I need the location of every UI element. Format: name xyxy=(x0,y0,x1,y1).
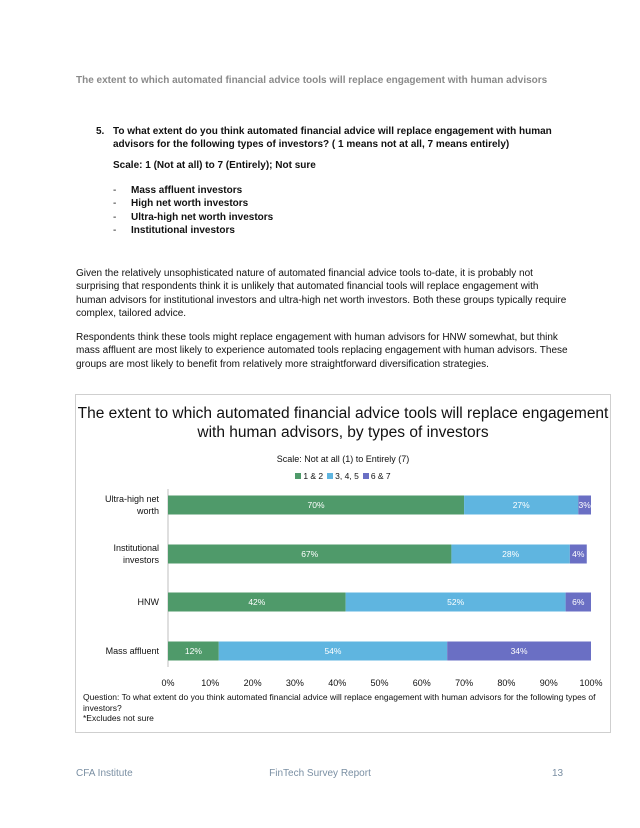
x-tick-label: 60% xyxy=(412,678,431,688)
x-tick-label: 100% xyxy=(579,678,603,688)
x-tick-label: 20% xyxy=(243,678,262,688)
question-scale: Scale: 1 (Not at all) to 7 (Entirely); Not sure xyxy=(113,160,316,171)
question-block xyxy=(96,125,576,237)
list-item-text: High net worth investors xyxy=(131,198,249,210)
question-row xyxy=(96,125,576,151)
investor-type-list xyxy=(113,184,576,237)
list-item-text: Ultra-high net worth investors xyxy=(131,211,274,223)
x-tick-label: 80% xyxy=(497,678,516,688)
footer-publisher: CFA Institute xyxy=(76,768,133,779)
x-tick-label: 90% xyxy=(539,678,558,688)
x-tick-label: 30% xyxy=(285,678,304,688)
x-tick-label: 50% xyxy=(370,678,389,688)
data-label: 6% xyxy=(572,597,585,607)
list-item-text: Mass affluent investors xyxy=(131,185,243,196)
data-label: 54% xyxy=(324,646,342,656)
chart-title: The extent to which automated financial advice tools will replace engagement with human advisors, by types of investors xyxy=(77,405,609,441)
category-label: Ultra-high net worth xyxy=(104,494,159,516)
chart-footnote-exclusion: *Excludes not sure xyxy=(83,713,154,723)
legend-label: 1 & 2 xyxy=(303,471,324,481)
chart-subtitle: Scale: Not at all (1) to Entirely (7) xyxy=(276,454,410,464)
section-heading: The extent to which automated financial advice tools will replace engagement with human advisors xyxy=(76,75,548,86)
data-label: 28% xyxy=(502,549,520,559)
footer-report-title: FinTech Survey Report xyxy=(269,768,371,779)
dash-marker: - xyxy=(113,198,117,210)
x-tick-label: 0% xyxy=(161,678,175,688)
category-label: Mass affluent xyxy=(105,646,159,656)
list-item-text: Institutional investors xyxy=(131,224,235,236)
list-item xyxy=(113,224,576,237)
category-label: Institutional investors xyxy=(113,543,159,565)
data-label: 4% xyxy=(572,549,585,559)
paragraph-1: Given the relatively unsophisticated nature of automated financial advice tools to-date, it is probably not surprising that respondents think it is unlikely that automated financial tools will replace engagement with human advisors for institutional investors and ultra-high net worth investors. Both these groups typically require complex, tailored advice. xyxy=(76,268,567,320)
list-item xyxy=(113,211,576,224)
question-text: To what extent do you think automated financial advice will replace engagement with human advisors for the following types of investors? ( 1 means not at all, 7 means entirely) xyxy=(113,126,552,150)
dash-marker: - xyxy=(113,211,117,223)
data-label: 70% xyxy=(307,500,325,510)
chart-footnote xyxy=(83,692,603,724)
dash-marker: - xyxy=(113,185,117,196)
x-tick-label: 70% xyxy=(455,678,474,688)
data-label: 67% xyxy=(301,549,319,559)
category-label: HNW xyxy=(137,597,159,607)
dash-marker: - xyxy=(113,224,117,236)
footer-page-number: 13 xyxy=(552,768,564,779)
legend-label: 6 & 7 xyxy=(370,471,391,481)
x-tick-label: 40% xyxy=(328,678,347,688)
list-item xyxy=(113,197,576,210)
paragraph-2: Respondents think these tools might replace engagement with human advisors for HNW somewhat, but think mass affluent are most likely to experience automated tools replacing engagement with human advisors. These groups are most likely to benefit from relatively more straightforward diversification strategies. xyxy=(76,332,568,370)
data-label: 42% xyxy=(248,597,266,607)
data-label: 52% xyxy=(447,597,465,607)
data-label: 12% xyxy=(184,646,202,656)
question-number: 5. xyxy=(96,126,105,137)
legend-label: 3, 4, 5 xyxy=(335,471,359,481)
list-item xyxy=(113,184,576,197)
data-label: 27% xyxy=(512,500,530,510)
chart xyxy=(75,394,611,733)
data-label: 3% xyxy=(578,500,591,510)
chart-plot xyxy=(76,395,610,695)
data-label: 34% xyxy=(510,646,528,656)
x-tick-label: 10% xyxy=(201,678,220,688)
chart-footnote-question: Question: To what extent do you think automated financial advice will replace engagement with human advisors for the following types of investors? xyxy=(83,692,596,713)
